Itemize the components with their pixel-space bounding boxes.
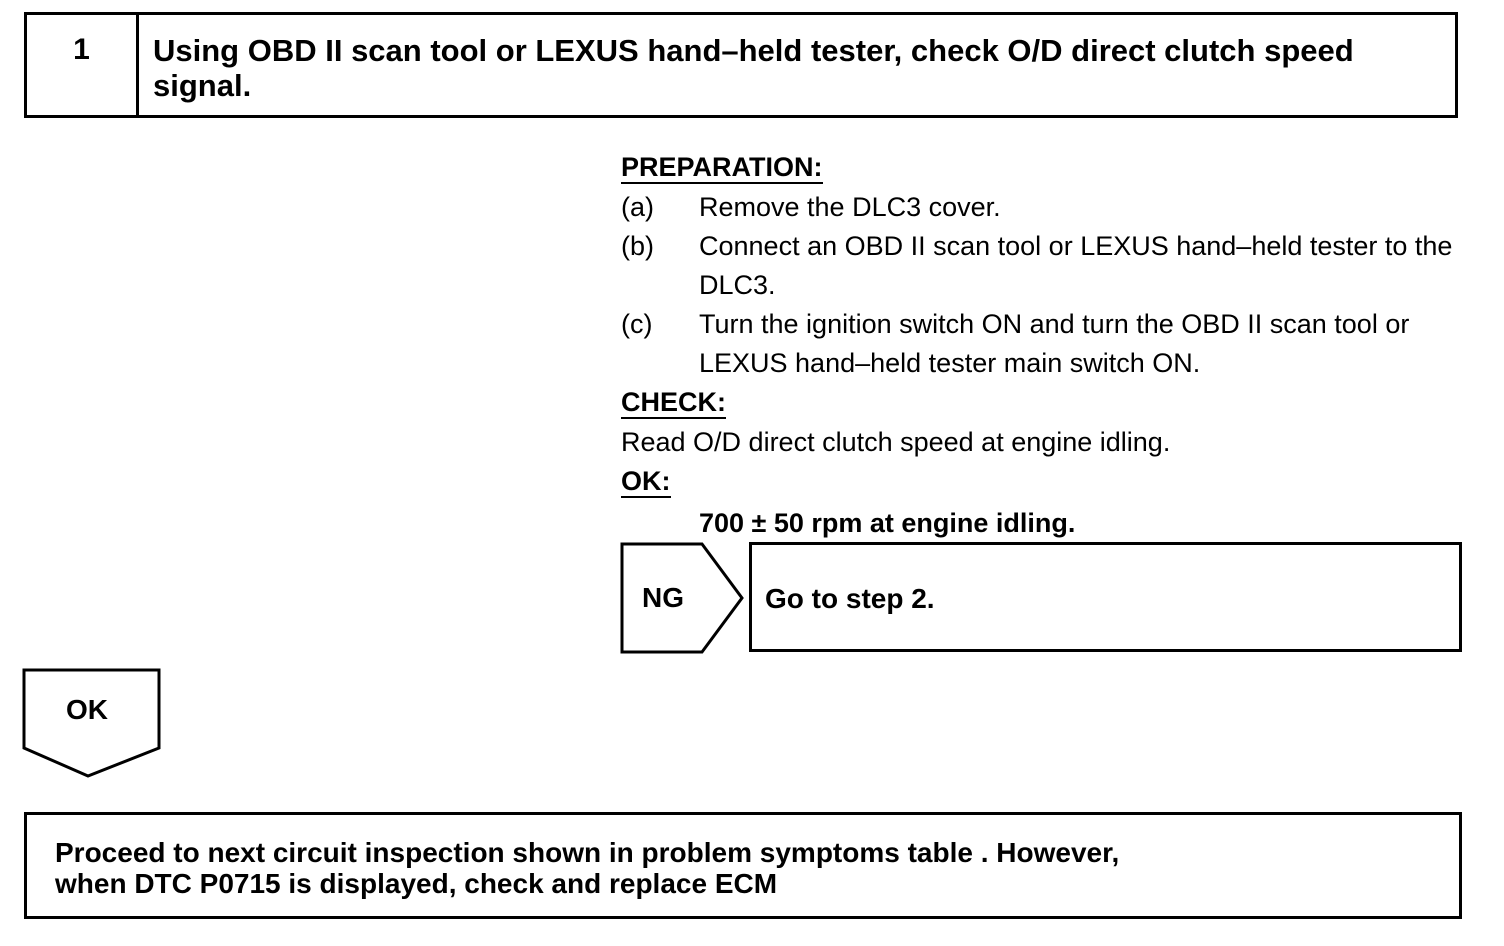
preparation-heading: PREPARATION:	[621, 152, 823, 182]
step-title: Using OBD II scan tool or LEXUS hand–held tester, check O/D direct clutch speed signal.	[153, 33, 1354, 103]
item-label: (b)	[621, 231, 654, 261]
final-action-text	[55, 837, 1435, 899]
step-number: 1	[27, 15, 139, 115]
instructions-block	[621, 148, 1471, 543]
final-action-box	[24, 812, 1462, 919]
ng-action-box	[749, 542, 1462, 652]
preparation-item	[621, 227, 1471, 305]
preparation-item	[621, 188, 1471, 227]
preparation-item	[621, 305, 1471, 383]
check-heading: CHECK:	[621, 387, 726, 417]
final-line-2: when DTC P0715 is displayed, check and replace ECM	[55, 868, 778, 899]
item-text: Turn the ignition switch ON and turn the OBD II scan tool or LEXUS hand–held tester main switch ON.	[699, 309, 1410, 378]
item-text: Remove the DLC3 cover.	[699, 192, 1001, 222]
ok-heading: OK:	[621, 466, 671, 496]
final-line-1: Proceed to next circuit inspection shown in problem symptoms table . However,	[55, 837, 1120, 868]
item-text: Connect an OBD II scan tool or LEXUS hand–held tester to the DLC3.	[699, 231, 1453, 300]
ok-label: OK	[66, 694, 108, 725]
check-text: Read O/D direct clutch speed at engine idling.	[621, 427, 1171, 457]
ng-action-text: Go to step 2.	[765, 583, 935, 614]
step-header-box	[24, 12, 1458, 118]
item-label: (a)	[621, 192, 654, 222]
item-label: (c)	[621, 309, 653, 339]
ng-label: NG	[642, 582, 684, 613]
ok-spec-value: 700 ± 50 rpm at engine idling.	[699, 508, 1076, 538]
